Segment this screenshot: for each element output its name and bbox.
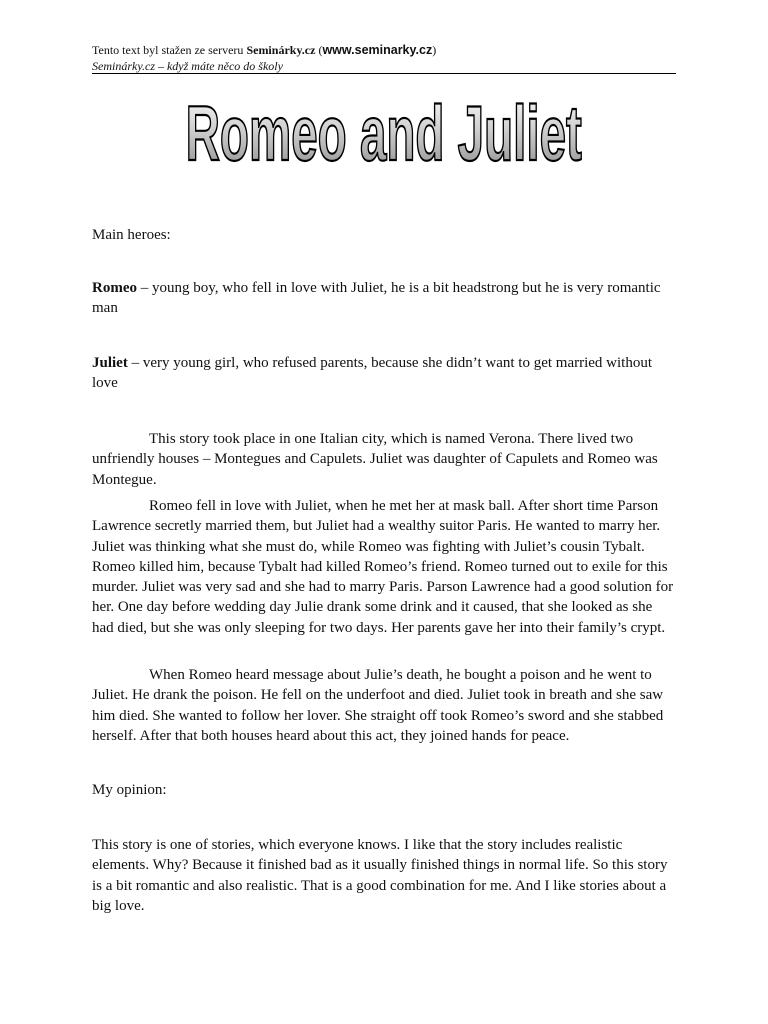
- wordart-title-text: Romeo and Juliet: [185, 88, 582, 178]
- main-heroes-heading: Main heroes:: [92, 227, 171, 243]
- story-paragraph-1: This story took place in one Italian city, which is named Verona. There lived two unfriendly houses – Montegues and Capulets. Juliet was daughter of Capulets and Romeo was Montegue.: [92, 431, 658, 488]
- wordart-title: [92, 90, 676, 190]
- hero-juliet: [92, 353, 676, 394]
- header-source-line: [92, 42, 676, 58]
- story-paragraph-3: When Romeo heard message about Julie’s death, he bought a poison and he went to Juliet. He drank the poison. He fell on the underfoot and died. Juliet took in breath and she saw him died. She wanted to follow her lover. She straight off took Romeo’s sword and she stabbed herself. After that both houses heard about this act, they joined hands for peace.: [92, 667, 664, 744]
- header-url-link[interactable]: www.seminarky.cz: [322, 43, 433, 57]
- hero-romeo-name: Romeo: [92, 280, 137, 296]
- opinion-heading: My opinion:: [92, 782, 167, 798]
- hero-juliet-name: Juliet: [92, 355, 128, 371]
- opinion-paragraph: This story is one of stories, which everyone knows. I like that the story includes realistic elements. Why? Because it finished bad as it usually finished things in normal life. So this story is a bit romantic and also realistic. That is a good combination for me. And I like stories about a big love.: [92, 837, 668, 914]
- hero-juliet-description: – very young girl, who refused parents, because she didn’t want to get married without love: [92, 355, 653, 392]
- header-paren-close: ): [432, 43, 437, 57]
- page-header: [92, 42, 676, 74]
- wordart-title-svg: [185, 88, 582, 190]
- header-site-name: Seminárky.cz: [246, 43, 316, 57]
- header-prefix: Tento text byl stažen ze serveru: [92, 43, 247, 57]
- story-paragraph-2: Romeo fell in love with Juliet, when he met her at mask ball. After short time Parson Lawrence secretly married them, but Juliet had a wealthy suitor Paris. He wanted to marry her. Juliet was thinking what she must do, while Romeo was fighting with Juliet’s cousin Tybalt. Romeo killed him, because Tybalt had killed Romeo’s friend. Romeo turned out to exile for this murder. Juliet was very sad and she had to marry Paris. Parson Lawrence had a good solution for her. One day before wedding day Julie drank some drink and it caused, that she looked as she had died, but she was only sleeping for two days. Her parents gave her into their family’s crypt.: [92, 498, 674, 636]
- header-slogan: Seminárky.cz – když máte něco do školy: [92, 59, 283, 73]
- header-paren-open: (: [315, 43, 323, 57]
- hero-romeo: [92, 278, 676, 319]
- hero-romeo-description: – young boy, who fell in love with Juliet, he is a bit headstrong but he is very romantic man: [92, 280, 661, 317]
